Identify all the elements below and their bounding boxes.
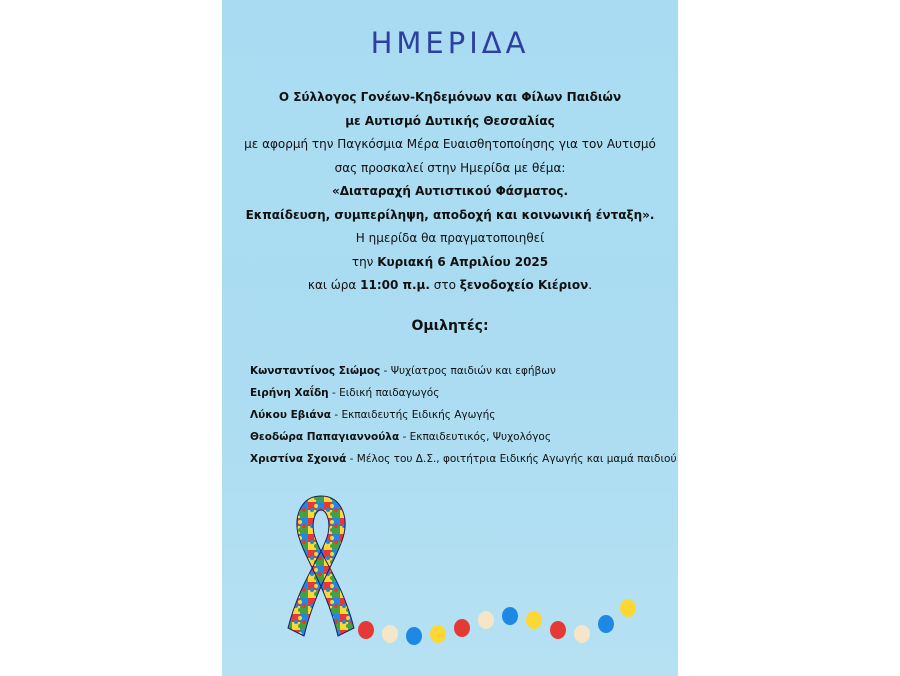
speaker-row — [250, 448, 677, 470]
speaker-row — [250, 426, 677, 448]
intro-line-8 — [222, 251, 678, 275]
colored-hands-icon — [352, 580, 652, 650]
speaker-name: Ειρήνη Χαΐδη — [250, 387, 329, 399]
intro-line-1: Ο Σύλλογος Γονέων-Κηδεμόνων και Φίλων Παιδιών — [278, 90, 622, 104]
intro-text — [222, 86, 678, 298]
speaker-role: - Εκπαιδευτικός, Ψυχολόγος — [399, 431, 552, 443]
speaker-role: - Ψυχίατρος παιδιών και εφήβων — [380, 365, 556, 377]
page-title: ΗΜΕΡΙΔΑ — [370, 26, 530, 60]
speakers-title: Ομιλητές: — [411, 318, 489, 334]
intro-line-9 — [222, 274, 678, 298]
speaker-role: - Εκπαιδευτής Ειδικής Αγωγής — [331, 409, 496, 421]
intro-line-4: σας προσκαλεί στην Ημερίδα με θέμα: — [334, 160, 566, 175]
event-time: 11:00 π.μ. — [360, 278, 430, 292]
time-prefix: και ώρα — [307, 278, 361, 292]
speaker-row — [250, 404, 677, 426]
event-venue: ξενοδοχείο Κιέριον — [459, 278, 589, 292]
speakers-list — [250, 360, 677, 470]
speaker-name: Λύκου Εβιάνα — [250, 409, 331, 421]
line-end: . — [588, 278, 593, 292]
intro-line-3: με αφορμή την Παγκόσμια Μέρα Ευαισθητοποίησης για τον Αυτισμό — [244, 137, 656, 151]
speaker-role: - Ειδική παιδαγωγός — [328, 387, 440, 399]
intro-line-6: Εκπαίδευση, συμπερίληψη, αποδοχή και κοινωνική ένταξη». — [245, 207, 655, 222]
speaker-name: Κωνσταντίνος Σιώμος — [250, 365, 381, 377]
speaker-role: - Μέλος του Δ.Σ., φοιτήτρια Ειδικής Αγωγής και μαμά παιδιού — [346, 453, 677, 465]
speaker-row — [250, 360, 677, 382]
intro-line-7: Η ημερίδα θα πραγματοποιηθεί — [355, 231, 545, 245]
event-date: Κυριακή 6 Απριλίου 2025 — [377, 254, 549, 269]
intro-line-2: με Αυτισμό Δυτικής Θεσσαλίας — [345, 113, 555, 128]
speaker-name: Θεοδώρα Παπαγιαννούλα — [250, 431, 400, 443]
intro-line-5: «Διαταραχή Αυτιστικού Φάσματος. — [331, 184, 569, 198]
date-prefix: την — [351, 254, 378, 269]
speaker-row — [250, 382, 677, 404]
poster — [222, 0, 678, 676]
venue-prefix: στο — [429, 278, 460, 292]
speaker-name: Χριστίνα Σχοινά — [250, 453, 347, 465]
